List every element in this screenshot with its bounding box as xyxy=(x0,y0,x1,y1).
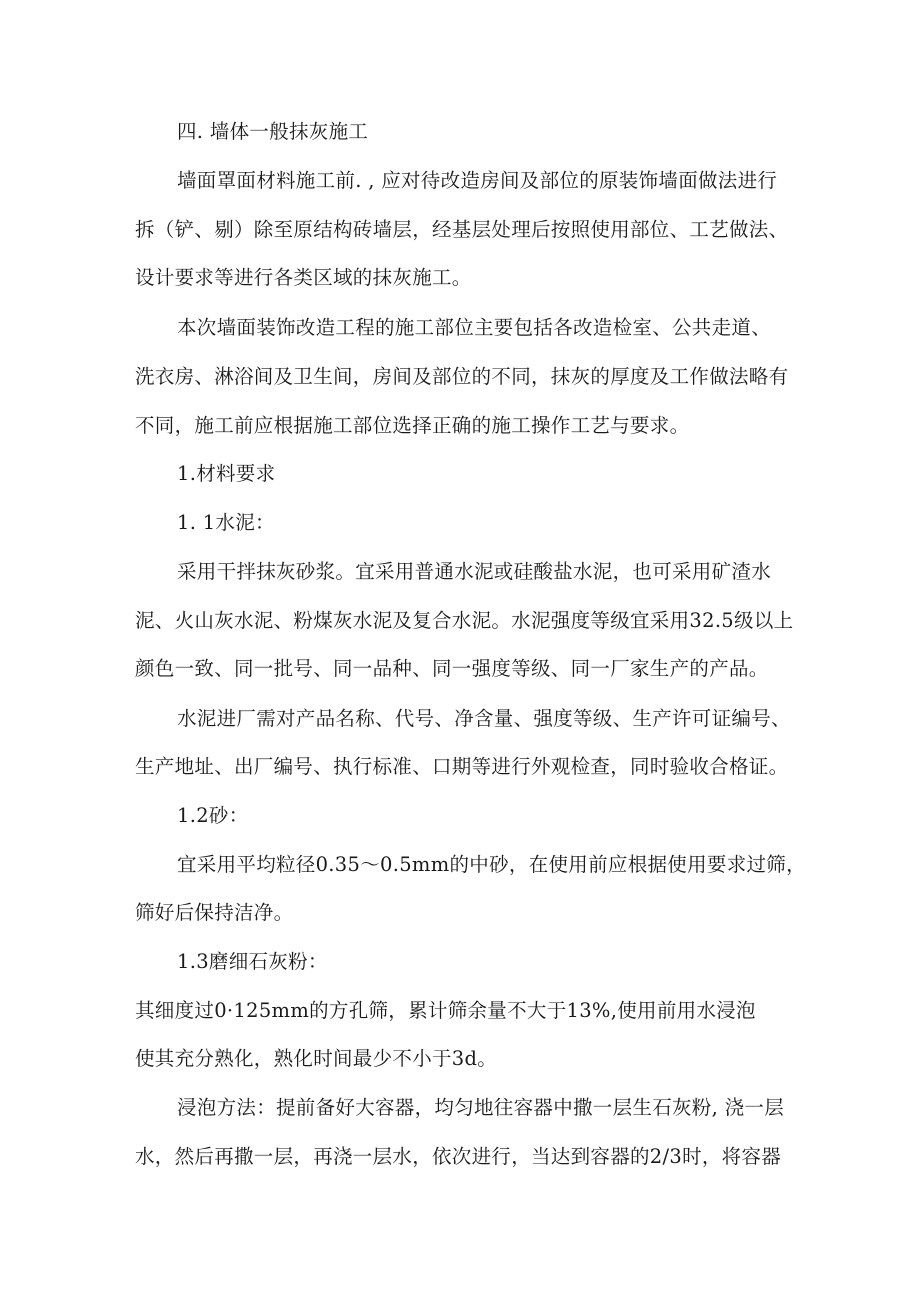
section-heading: 四. 墙体一般抹灰施工 xyxy=(177,120,369,143)
paragraph-line: 其细度过0·125mm的方孔筛，累计筛余量不大于13%,使用前用水浸泡 xyxy=(135,999,756,1022)
subsection-heading: 1.3磨细石灰粉： xyxy=(177,950,328,973)
paragraph-line: 水泥进厂需对产品名称、代号、净含量、强度等级、生产许可证编号、 xyxy=(177,707,791,730)
paragraph-line: 本次墙面装饰改造工程的施工部位主要包括各改造检室、公共走道、 xyxy=(177,316,772,339)
paragraph-line: 浸泡方法：提前备好大容器，均匀地往容器中撒一层生石灰粉, 浇一层 xyxy=(177,1096,784,1119)
subsection-heading: 1.材料要求 xyxy=(177,462,276,485)
paragraph-line: 宜采用平均粒径0.35〜0.5mm的中砂，在使用前应根据使用要求过筛， xyxy=(177,853,806,876)
paragraph-line: 生产地址、出厂编号、执行标准、口期等进行外观检查，同时验收合格证。 xyxy=(135,755,789,778)
paragraph-line: 筛好后保持洁净。 xyxy=(135,901,294,924)
paragraph-line: 采用干拌抹灰砂浆。宜采用普通水泥或硅酸盐水泥，也可采用矿渣水 xyxy=(177,560,772,583)
paragraph-line: 使其充分熟化，熟化时间最少不小于3d。 xyxy=(135,1047,498,1070)
paragraph-line: 墙面罩面材料施工前. , 应对待改造房间及部位的原装饰墙面做法进行 xyxy=(177,169,778,192)
paragraph-line: 洗衣房、淋浴间及卫生间，房间及部位的不同，抹灰的厚度及工作做法略有 xyxy=(135,365,789,388)
paragraph-line: 拆（铲、剔）除至原结构砖墙层，经基层处理后按照使用部位、工艺做法、 xyxy=(135,218,789,241)
subsection-heading: 1.2砂： xyxy=(177,804,249,827)
paragraph-line: 泥、火山灰水泥、粉煤灰水泥及复合水泥。水泥强度等级宜采用32.5级以上 xyxy=(135,609,794,632)
subsection-heading: 1. 1水泥： xyxy=(177,511,275,534)
paragraph-line: 不同，施工前应根据施工部位选择正确的施工操作工艺与要求。 xyxy=(135,414,690,437)
paragraph-line: 颜色一致、同一批号、同一品种、同一强度等级、同一厂家生产的产品。 xyxy=(135,657,769,680)
paragraph-line: 水，然后再撒一层，再浇一层水，依次进行，当达到容器的2/3时，将容器 xyxy=(135,1145,782,1168)
paragraph-line: 设计要求等进行各类区域的抹灰施工。 xyxy=(135,266,472,289)
